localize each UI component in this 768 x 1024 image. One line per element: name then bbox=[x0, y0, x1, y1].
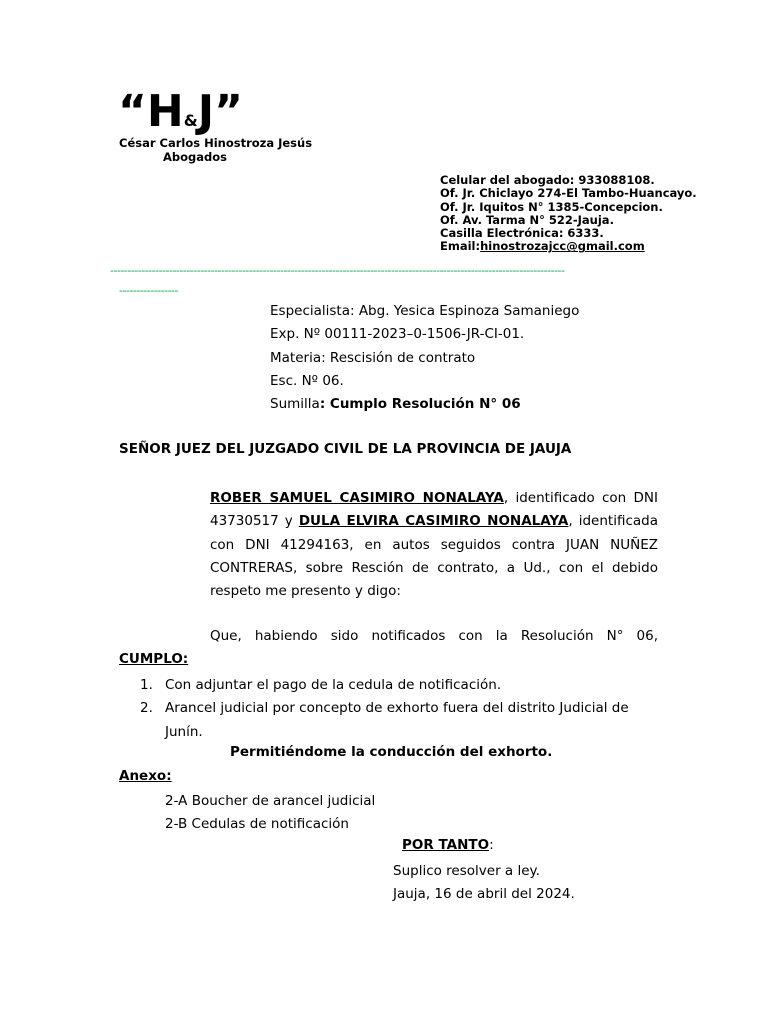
email-link[interactable]: hinostrozajcc@gmail.com bbox=[480, 239, 645, 254]
por-tanto-colon: : bbox=[489, 837, 494, 853]
especialista: Especialista: Abg. Yesica Espinoza Samaniego bbox=[270, 303, 580, 319]
intro-text-1: , identificado con DNI 43730517 y bbox=[210, 490, 658, 530]
cumplo-list bbox=[140, 674, 660, 744]
separator-line: ----------------------------------------------------------------------------------------------------------------------------------- bbox=[110, 264, 565, 274]
plaintiff-1: ROBER SAMUEL CASIMIRO NONALAYA bbox=[210, 490, 504, 506]
contact-office-1: Of. Jr. Chiclayo 274-El Tambo-Huancayo. bbox=[440, 186, 697, 201]
plaintiff-2: DULA ELVIRA CASIMIRO NONALAYA bbox=[298, 513, 569, 530]
case-metadata bbox=[270, 300, 579, 416]
cumplo-heading: CUMPLO: bbox=[119, 651, 189, 667]
sumilla-label: Sumilla bbox=[270, 396, 320, 413]
contact-block bbox=[440, 174, 697, 254]
contact-celular: Celular del abogado: 933088108. bbox=[440, 173, 655, 187]
materia: Materia: Rescisión de contrato bbox=[270, 349, 476, 366]
list-text: Con adjuntar el pago de la cedula de notificación. bbox=[165, 677, 502, 693]
separator-line-short: ----------------- bbox=[119, 284, 178, 294]
intro-text-2: , identificada con DNI 41294163, en autos seguidos contra JUAN NUÑEZ CONTRERAS, sobre Resción de contrato, a Ud., con el debido respeto me presento y digo: bbox=[210, 513, 658, 600]
list-text: Arancel judicial por concepto de exhorto fuera del distrito Judicial de Junín. bbox=[165, 700, 629, 740]
anexo-heading: Anexo: bbox=[119, 768, 172, 784]
firm-name-block bbox=[119, 136, 312, 164]
sumilla bbox=[270, 393, 579, 416]
contact-casilla: Casilla Electrónica: 6333. bbox=[440, 226, 604, 241]
expediente: Exp. Nº 00111-2023–0-1506-JR-CI-01. bbox=[270, 326, 525, 343]
sumilla-value: : Cumplo Resolución N° 06 bbox=[319, 396, 521, 413]
email-label: Email: bbox=[440, 239, 481, 254]
list-item bbox=[140, 674, 660, 697]
intro-paragraph bbox=[210, 487, 658, 603]
por-tanto bbox=[402, 837, 494, 853]
permit-line: Permitiéndome la conducción del exhorto. bbox=[230, 744, 553, 760]
contact-office-2: Of. Jr. Iquitos N° 1385-Concepcion. bbox=[440, 199, 663, 214]
firm-name: César Carlos Hinostroza Jesús bbox=[119, 136, 313, 150]
anexo-list bbox=[165, 790, 375, 837]
list-item bbox=[140, 697, 660, 744]
logo-h: “H bbox=[118, 86, 184, 137]
logo-j: J” bbox=[197, 86, 243, 137]
addressee: SEÑOR JUEZ DEL JUZGADO CIVIL DE LA PROVINCIA DE JAUJA bbox=[119, 441, 572, 457]
list-number: 2. bbox=[140, 700, 153, 717]
anexo-item: 2-B Cedulas de notificación bbox=[165, 816, 349, 833]
firm-subtitle: Abogados bbox=[163, 150, 228, 164]
contact-email-row bbox=[440, 240, 697, 253]
por-tanto-label: POR TANTO bbox=[402, 837, 490, 853]
suplico: Suplico resolver a ley. bbox=[393, 863, 540, 879]
anexo-item: 2-A Boucher de arancel judicial bbox=[165, 793, 376, 809]
escrito-number: Esc. Nº 06. bbox=[270, 372, 344, 389]
closing-block bbox=[393, 860, 575, 907]
logo-ampersand: & bbox=[183, 111, 198, 130]
list-number: 1. bbox=[140, 677, 153, 693]
date-line: Jauja, 16 de abril del 2024. bbox=[393, 886, 575, 903]
que-paragraph: Que, habiendo sido notificados con la Resolución N° 06, bbox=[210, 628, 658, 644]
contact-office-3: Of. Av. Tarma N° 522-Jauja. bbox=[440, 212, 614, 227]
